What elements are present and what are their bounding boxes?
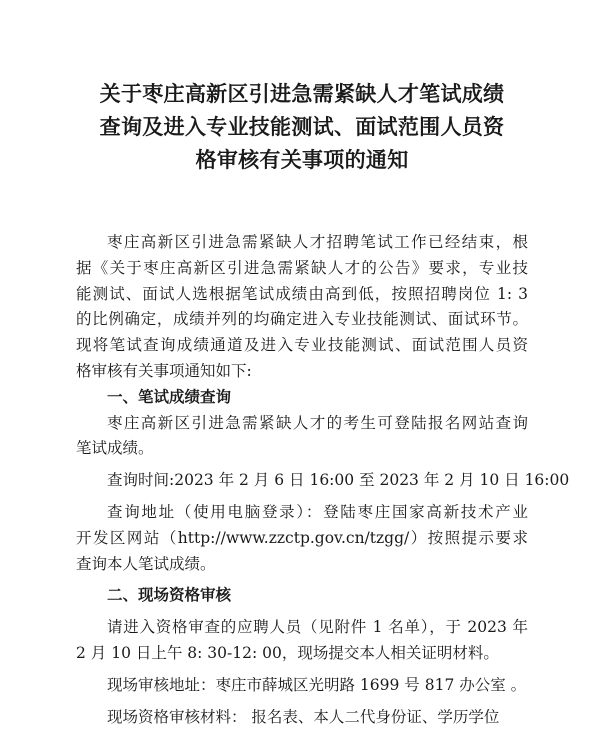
document-title xyxy=(76,78,528,177)
section-2-heading: 二、现场资格审核 xyxy=(107,586,232,605)
intro-line: 的比例确定，成绩并列的均确定进入专业技能测试、面试环节。 xyxy=(76,310,528,329)
paragraph-line: 查询本人笔试成绩。 xyxy=(76,554,216,573)
review-materials: 现场资格审核材料： 报名表、本人二代身份证、学历学位 xyxy=(107,707,500,726)
intro-line: 枣庄高新区引进急需紧缺人才招聘笔试工作已经结束，根 xyxy=(107,233,528,251)
title-line-3: 格审核有关事项的通知 xyxy=(195,148,409,172)
intro-line: 据《关于枣庄高新区引进急需紧缺人才的公告》要求，专业技 xyxy=(76,258,528,277)
title-line-1: 关于枣庄高新区引进急需紧缺人才笔试成绩 xyxy=(99,82,505,106)
intro-line: 格审核有关事项通知如下: xyxy=(76,361,252,380)
review-location: 现场审核地址：枣庄市薛城区光明路 1699 号 817 办公室 。 xyxy=(107,675,527,694)
paragraph-line: 2 月 10 日上午 8: 30-12: 00，现场提交本人相关证明材料。 xyxy=(76,643,499,662)
section-1-heading: 一、笔试成绩查询 xyxy=(107,387,232,406)
paragraph-line: 枣庄高新区引进急需紧缺人才的考生可登陆报名网站查询 xyxy=(107,413,528,432)
paragraph-line: 查询地址（使用电脑登录）：登陆枣庄国家高新技术产业 xyxy=(107,502,528,521)
document-body xyxy=(76,230,570,730)
intro-paragraph xyxy=(76,230,528,385)
paragraph-line: 请进入资格审查的应聘人员（见附件 1 名单），于 2023 年 xyxy=(107,618,528,637)
paragraph-line: 开发区网站（http://www.zzctp.gov.cn/tzgg/）按照提示要求 xyxy=(76,528,528,547)
intro-line: 现将笔试查询成绩通道及进入专业技能测试、面试范围人员资 xyxy=(76,336,528,355)
query-address-paragraph xyxy=(76,500,528,577)
query-time: 查询时间:2023 年 2 月 6 日 16:00 至 2023 年 2 月 10 日 16:00 xyxy=(107,471,570,490)
title-line-2: 查询及进入专业技能测试、面试范围人员资 xyxy=(99,115,505,139)
paragraph-line: 笔试成绩。 xyxy=(76,439,154,458)
section-2-paragraph xyxy=(76,615,528,667)
intro-line: 能测试、面试人选根据笔试成绩由高到低，按照招聘岗位 1: 3 xyxy=(76,284,528,303)
section-1-paragraph xyxy=(76,411,528,463)
